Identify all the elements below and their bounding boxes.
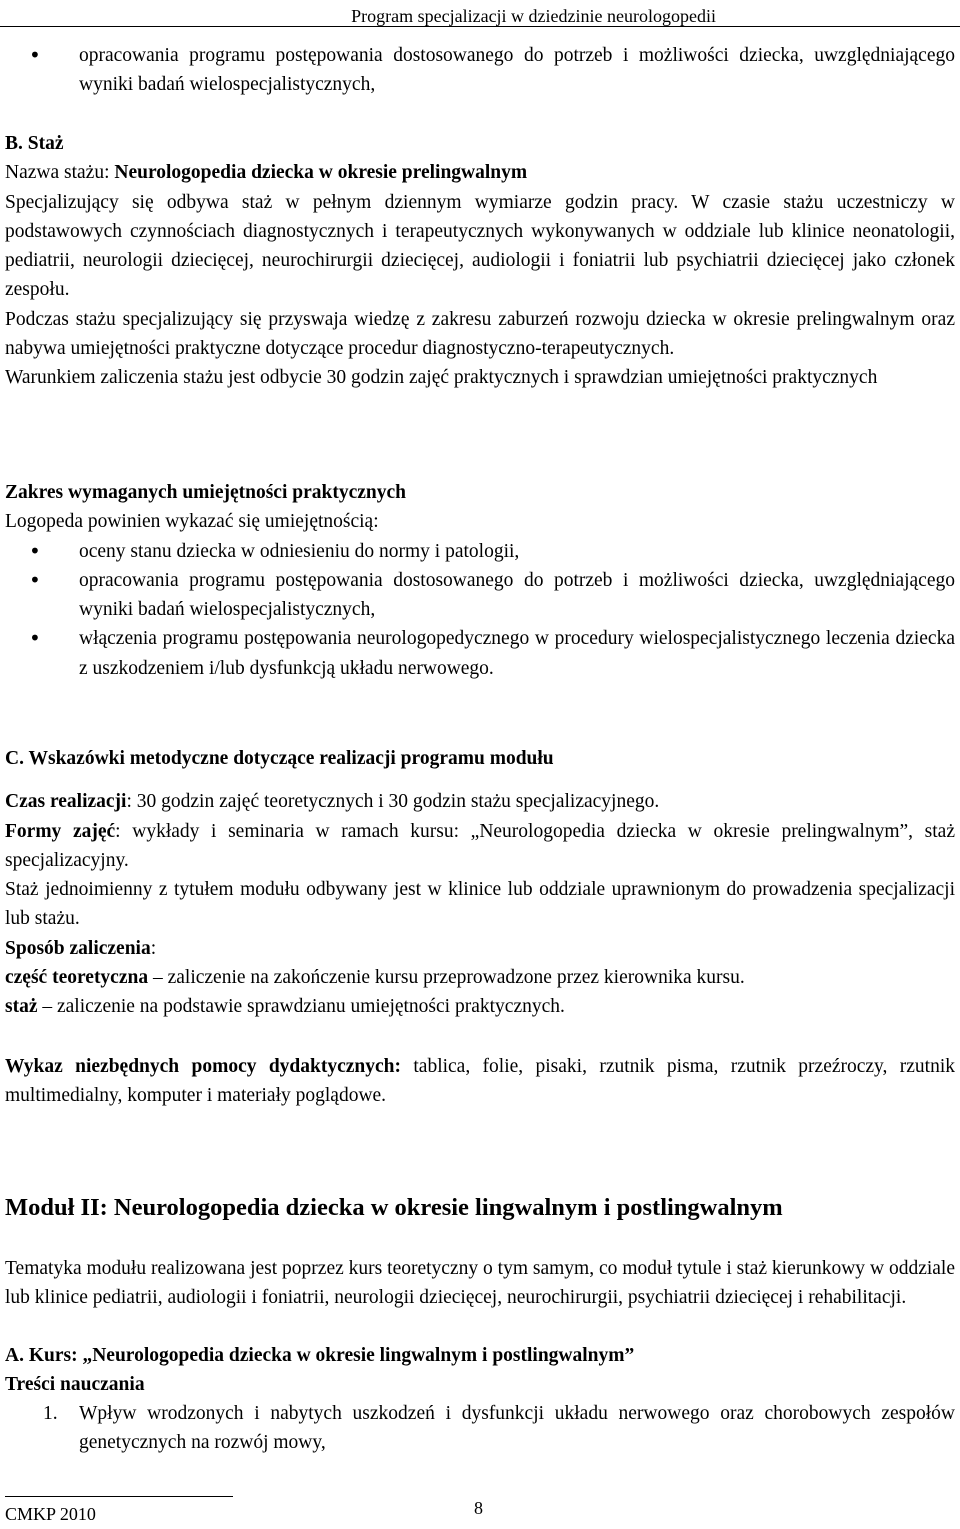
sposob-colon: : bbox=[150, 937, 157, 959]
staz-jednoimienny: Staż jednoimienny z tytułem modułu odbywany jest w klinice lub oddziale uprawnionym do prowadzenia specjalizacji lub stażu. bbox=[5, 879, 955, 930]
module-2 bbox=[5, 1192, 955, 1458]
czas-value: : 30 godzin zajęć teoretycznych i 30 godzin stażu specjalizacyjnego. bbox=[126, 791, 660, 813]
tresci-heading: Treści nauczania bbox=[5, 1373, 145, 1395]
section-c bbox=[5, 744, 955, 1110]
staz-paragraph-2: Podczas stażu specjalizujący się przyswaja wiedzę z zakresu zaburzeń rozwoju dziecka w okresie prelingwalnym oraz nabywa umiejętności praktyczne dotyczące procedur diagnostyczno-terapeutycznych. bbox=[5, 308, 955, 360]
list-item bbox=[5, 1399, 955, 1458]
staz-zaliczenie-label: staż bbox=[5, 996, 38, 1018]
skills-list bbox=[5, 537, 955, 683]
section-c-heading: C. Wskazówki metodyczne dotyczące realizacji programu modułu bbox=[5, 748, 554, 769]
czesc-teoretyczna-label: część teoretyczna bbox=[5, 967, 149, 989]
wykaz-value: tablica, folie, pisaki, rzutnik pisma, rzutnik przeźroczy, rzutnik multimedialny, komputer i materiały poglądowe. bbox=[5, 1055, 955, 1106]
sposob-label: Sposób zaliczenia bbox=[5, 937, 151, 959]
czesc-teoretyczna-line bbox=[5, 963, 955, 992]
staz-name-label: Nazwa stażu: bbox=[5, 162, 115, 184]
list-item: • oceny stanu dziecka w odniesieniu do normy i patologii, bbox=[5, 537, 955, 566]
staz-name-line bbox=[5, 158, 955, 187]
list-item: • opracowania programu postępowania dostosowanego do potrzeb i możliwości dziecka, uwzględniającego wyniki badań wielospecjalistycznych, bbox=[5, 566, 955, 625]
list-item: • opracowania programu postępowania dostosowanego do potrzeb i możliwości dziecka, uwzględniającego wyniki badań wielospecjalistycznych, bbox=[5, 41, 955, 100]
wykaz-line bbox=[5, 1052, 955, 1111]
course-heading: A. Kurs: „Neurologopedia dziecka w okresie lingwalnym i postlingwalnym” bbox=[5, 1344, 635, 1366]
header-rule bbox=[0, 26, 960, 27]
section-b bbox=[5, 129, 955, 393]
skills-section bbox=[5, 478, 955, 683]
page-number: 8 bbox=[474, 1498, 483, 1518]
footer-rule bbox=[5, 1496, 233, 1497]
module-2-intro: Tematyka modułu realizowana jest poprzez kurs teoretyczny o tym samym, co moduł tytule i staż kierunkowy w oddziale lub klinice pediatrii, audiologii i foniatrii, neurologii dziecięcej, neurochirurgii, psychiatrii dziecięcej i rehabilitacji. bbox=[5, 1258, 955, 1309]
formy-value: : wykłady i seminaria w ramach kursu: „Neurologopedia dziecka w okresie prelingwalnym”, staż specjalizacyjny. bbox=[5, 820, 955, 871]
staz-name-value: Neurologopedia dziecka w okresie prelingwalnym bbox=[114, 162, 528, 184]
staz-paragraph-3: Warunkiem zaliczenia stażu jest odbycie 30 godzin zajęć praktycznych i sprawdzian umiejętności praktycznych bbox=[5, 367, 878, 389]
formy-label: Formy zajęć bbox=[5, 820, 116, 842]
module-2-heading: Moduł II: Neurologopedia dziecka w okresie lingwalnym i postlingwalnym bbox=[5, 1194, 783, 1221]
czesc-teoretyczna-value: – zaliczenie na zakończenie kursu przeprowadzone przez kierownika kursu. bbox=[148, 967, 745, 989]
wykaz-label: Wykaz niezbędnych pomocy dydaktycznych: bbox=[5, 1055, 402, 1077]
staz-zaliczenie-value: – zaliczenie na podstawie sprawdzianu umiejętności praktycznych. bbox=[37, 996, 565, 1018]
list-item: • włączenia programu postępowania neurologopedycznego w procedury wielospecjalistycznego leczenia dziecka z uszkodzeniem i/lub dysfunkcją układu nerwowego. bbox=[5, 624, 955, 683]
skills-heading: Zakres wymaganych umiejętności praktycznych bbox=[5, 482, 406, 503]
skills-intro: Logopeda powinien wykazać się umiejętnością: bbox=[5, 511, 379, 533]
staz-zaliczenie-line bbox=[5, 992, 955, 1021]
tresci-list bbox=[5, 1399, 955, 1458]
list-number: 1. bbox=[43, 1403, 58, 1425]
staz-paragraph-1: Specjalizujący się odbywa staż w pełnym dziennym wymiarze godzin pracy. W czasie stażu uczestniczy w podstawowych czynnościach diagnostycznych i terapeutycznych wykonywanych w oddziale lub klinice neonatologii, pediatrii, neurologii dziecięcej, neurochirurgii dziecięcej, audiologii i foniatrii lub psychiatrii dziecięcej jako członek zespołu. bbox=[5, 191, 955, 301]
section-b-heading: B. Staż bbox=[5, 133, 64, 154]
czas-line bbox=[5, 787, 955, 816]
sposob-line bbox=[5, 934, 955, 963]
formy-line bbox=[5, 817, 955, 876]
footer-left: CMKP 2010 bbox=[5, 1504, 96, 1524]
running-title: Program specjalizacji w dziedzinie neurologopedii bbox=[351, 6, 716, 26]
list-text: Wpływ wrodzonych i nabytych uszkodzeń i dysfunkcji układu nerwowego oraz chorobowych zespołów genetycznych na rozwój mowy, bbox=[79, 1403, 955, 1454]
top-bullet-list bbox=[5, 41, 955, 100]
czas-label: Czas realizacji bbox=[5, 791, 127, 813]
